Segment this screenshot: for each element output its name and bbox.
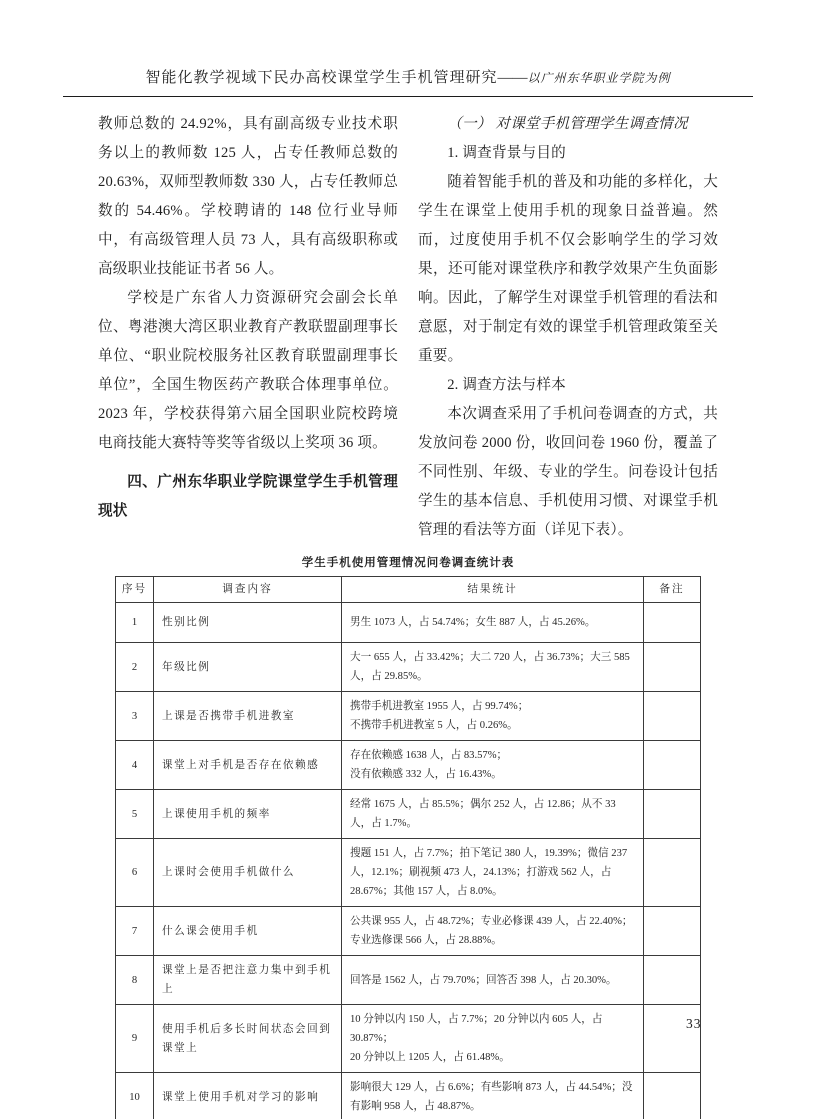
row-number-cell: 2 <box>116 643 154 692</box>
row-result-cell <box>342 839 644 907</box>
row-note-cell <box>644 790 701 839</box>
row-note-cell <box>644 603 701 643</box>
row-note-cell <box>644 741 701 790</box>
result-line: 男生 1073 人，占 54.74%；女生 887 人，占 45.26%。 <box>350 617 596 628</box>
row-number-cell: 10 <box>116 1073 154 1119</box>
survey-table <box>115 576 701 1119</box>
row-content-cell: 上课使用手机的频率 <box>154 790 342 839</box>
row-result-cell <box>342 907 644 956</box>
result-line: 携带手机进教室 1955 人，占 99.74%； <box>350 701 529 712</box>
row-note-cell <box>644 643 701 692</box>
row-content-cell: 什么课会使用手机 <box>154 907 342 956</box>
subheading-survey-background: 1. 调查背景与目的 <box>447 145 566 161</box>
row-note-cell <box>644 907 701 956</box>
row-result-cell <box>342 790 644 839</box>
table-row <box>116 790 701 839</box>
row-number-cell: 1 <box>116 603 154 643</box>
row-number-cell: 9 <box>116 1005 154 1073</box>
header-cell-result: 结果统计 <box>342 577 644 603</box>
result-line: 不携带手机进教室 5 人，占 0.26%。 <box>350 720 518 731</box>
header-rule <box>63 96 753 97</box>
running-head-subtitle: 以广州东华职业学院为例 <box>527 71 671 85</box>
row-content-cell: 课堂上对手机是否存在依赖感 <box>154 741 342 790</box>
section-heading-four: 四、广州东华职业学院课堂学生手机管理现状 <box>98 474 398 519</box>
row-note-cell <box>644 1073 701 1119</box>
row-content-cell: 上课时会使用手机做什么 <box>154 839 342 907</box>
table-row <box>116 741 701 790</box>
row-result-cell <box>342 1005 644 1073</box>
row-result-cell <box>342 603 644 643</box>
row-note-cell <box>644 839 701 907</box>
right-column <box>418 110 718 545</box>
table-row <box>116 1005 701 1073</box>
row-content-cell: 课堂上是否把注意力集中到手机上 <box>154 956 342 1005</box>
row-number-cell: 6 <box>116 839 154 907</box>
table-row <box>116 1073 701 1119</box>
survey-table-section <box>0 554 816 1119</box>
row-content-cell: 课堂上使用手机对学习的影响 <box>154 1073 342 1119</box>
left-paragraph-honors: 学校是广东省人力资源研究会副会长单位、粤港澳大湾区职业教育产教联盟副理事长单位、“职业院校服务社区教育联盟副理事长单位”，全国生物医药产教联合体理事单位。2023 年，学校获得第六届全国职业院校跨境电商技能大赛特等奖等省级以上奖项 36 项。 <box>98 290 398 451</box>
left-paragraph-continuation: 教师总数的 24.92%，具有副高级专业技术职务以上的教师数 125 人，占专任教师总数的 20.63%，双师型教师数 330 人，占专任教师总数的 54.46%。学校聘请的 148 位行业导师中，有高级管理人员 73 人，具有高级职称或高级职业技能证书者 56 人。 <box>98 116 398 277</box>
page-number: 33 <box>686 1016 702 1031</box>
table-row <box>116 692 701 741</box>
running-head-dash: —— <box>497 70 528 86</box>
result-line: 20 分钟以上 1205 人，占 61.48%。 <box>350 1052 510 1063</box>
row-content-cell: 上课是否携带手机进教室 <box>154 692 342 741</box>
row-number-cell: 5 <box>116 790 154 839</box>
right-paragraph-method: 本次调查采用了手机问卷调查的方式，共发放问卷 2000 份，收回问卷 1960 份，覆盖了不同性别、年级、专业的学生。问卷设计包括学生的基本信息、手机使用习惯、对课堂手机管理的看法等方面（详见下表）。 <box>418 406 718 538</box>
result-line: 存在依赖感 1638 人，占 83.57%； <box>350 750 508 761</box>
result-line: 影响很大 129 人，占 6.6%；有些影响 873 人，占 44.54%；没有影响 958 人，占 48.87%。 <box>350 1082 633 1112</box>
table-header-row <box>116 577 701 603</box>
header-cell-content: 调查内容 <box>154 577 342 603</box>
result-line: 搜题 151 人，占 7.7%；拍下笔记 380 人，19.39%；微信 237 人，12.1%；刷视频 473 人，24.13%；打游戏 562 人，占 28.67%；其他 157 人，占 8.0%。 <box>350 848 628 897</box>
row-content-cell: 性别比例 <box>154 603 342 643</box>
table-row <box>116 956 701 1005</box>
header-cell-note: 备注 <box>644 577 701 603</box>
result-line: 没有依赖感 332 人，占 16.43%。 <box>350 769 502 780</box>
row-result-cell <box>342 741 644 790</box>
table-title: 学生手机使用管理情况问卷调查统计表 <box>301 557 515 569</box>
table-row <box>116 603 701 643</box>
row-result-cell <box>342 692 644 741</box>
row-number-cell: 4 <box>116 741 154 790</box>
table-row <box>116 839 701 907</box>
row-note-cell <box>644 692 701 741</box>
row-number-cell: 3 <box>116 692 154 741</box>
result-line: 大一 655 人，占 33.42%；大二 720 人，占 36.73%；大三 585 人，占 29.85%。 <box>350 652 630 682</box>
subheading-survey-method: 2. 调查方法与样本 <box>447 377 566 393</box>
result-line: 回答是 1562 人，占 79.70%；回答否 398 人，占 20.30%。 <box>350 974 617 986</box>
row-result-cell <box>342 956 644 1005</box>
result-line: 经常 1675 人，占 85.5%；偶尔 252 人，占 12.86；从不 33 人，占 1.7%。 <box>350 799 616 829</box>
right-paragraph-background: 随着智能手机的普及和功能的多样化，大学生在课堂上使用手机的现象日益普遍。然而，过度使用手机不仅会影响学生的学习效果，还可能对课堂秩序和教学效果产生负面影响。因此，了解学生对课堂手机管理的看法和意愿，对于制定有效的课堂手机管理政策至关重要。 <box>418 174 718 364</box>
table-row <box>116 907 701 956</box>
left-column <box>98 110 398 545</box>
row-number-cell: 8 <box>116 956 154 1005</box>
row-number-cell: 7 <box>116 907 154 956</box>
running-head-title: 智能化教学视域下民办高校课堂学生手机管理研究 <box>145 70 498 86</box>
row-result-cell <box>342 643 644 692</box>
subsection-heading-one: （一） 对课堂手机管理学生调查情况 <box>447 116 688 132</box>
row-note-cell <box>644 1005 701 1073</box>
row-content-cell: 使用手机后多长时间状态会回到课堂上 <box>154 1005 342 1073</box>
table-row <box>116 643 701 692</box>
running-head <box>0 66 816 87</box>
body-columns <box>98 110 718 545</box>
result-line: 公共课 955 人，占 48.72%；专业必修课 439 人，占 22.40%；专业选修课 566 人，占 28.88%。 <box>350 916 633 946</box>
row-result-cell <box>342 1073 644 1119</box>
header-cell-no: 序号 <box>116 577 154 603</box>
row-note-cell <box>644 956 701 1005</box>
row-content-cell: 年级比例 <box>154 643 342 692</box>
result-line: 10 分钟以内 150 人，占 7.7%；20 分钟以内 605 人，占 30.87%； <box>350 1014 603 1044</box>
